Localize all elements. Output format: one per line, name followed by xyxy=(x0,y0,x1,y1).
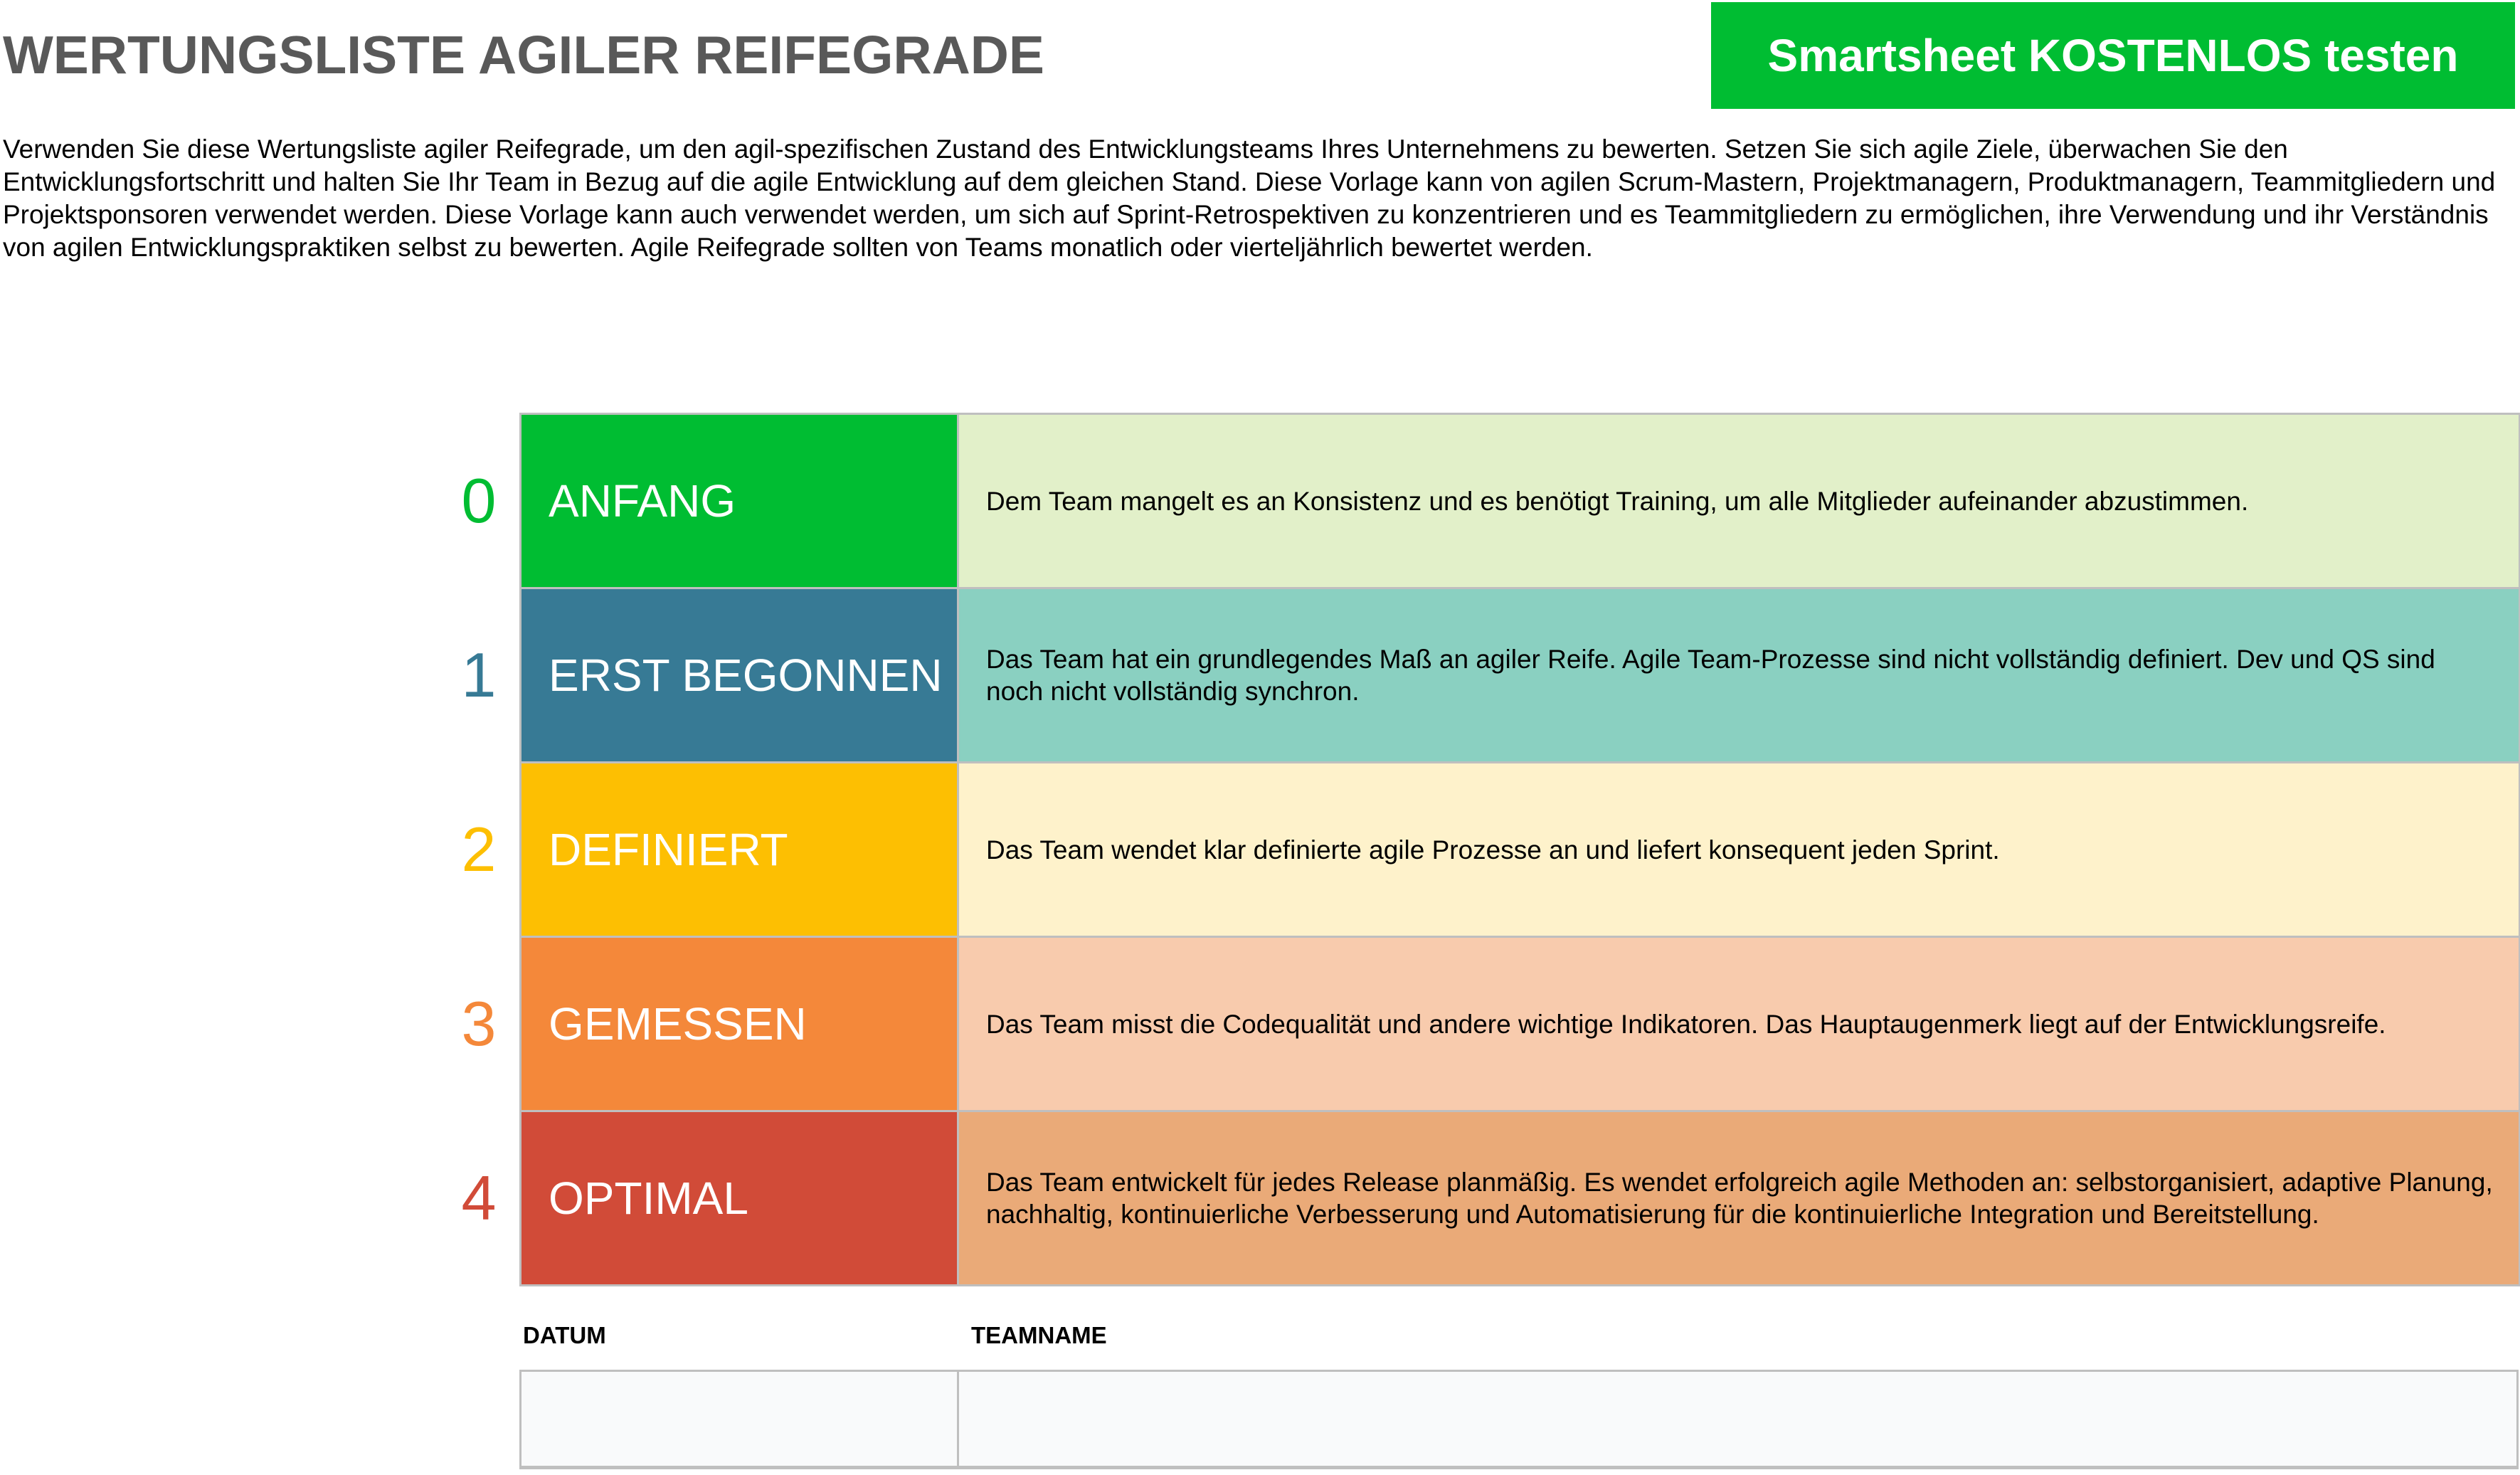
level-number: 3 xyxy=(461,988,497,1059)
level-number: 4 xyxy=(461,1163,497,1233)
date-label: DATUM xyxy=(523,1322,606,1348)
level-description: Das Team wendet klar definierte agile Prozesse an und liefert konsequent jeden Sprint. xyxy=(959,763,2520,936)
team-name-field[interactable] xyxy=(959,1372,2519,1466)
try-smartsheet-button[interactable]: Smartsheet KOSTENLOS testen xyxy=(1711,2,2515,109)
level-description: Das Team misst die Codequalität und andere wichtige Indikatoren. Das Hauptaugenmerk liegt auf der Entwicklungsreife. xyxy=(959,938,2520,1110)
maturity-level-2 xyxy=(461,763,2520,938)
maturity-level-0 xyxy=(461,415,2520,589)
maturity-scale xyxy=(461,413,2520,1286)
level-label: DEFINIERT xyxy=(522,763,959,936)
maturity-level-1 xyxy=(461,589,2520,763)
page-title: WERTUNGSLISTE AGILER REIFEGRADE xyxy=(3,25,1044,85)
level-label: ERST BEGONNEN xyxy=(522,589,959,761)
level-number: 1 xyxy=(461,640,497,710)
level-description: Das Team entwickelt für jedes Release planmäßig. Es wendet erfolgreich agile Methoden an: selbstorganisiert, adaptive Planung, nachhaltig, kontinuierliche Verbesserung und Automatisierung für die kontinuierliche Integration und Bereitstellung. xyxy=(959,1112,2520,1284)
level-label: GEMESSEN xyxy=(522,938,959,1110)
intro-text: Verwenden Sie diese Wertungsliste agiler Reifegrade, um den agil-spezifischen Zustand des Entwicklungsteams Ihres Unternehmens zu bewerten. Setzen Sie sich agile Ziele, überwachen Sie den Entwicklungsfortschritt und halten Sie Ihr Team in Bezug auf die agile Entwicklung auf dem gleichen Stand. Diese Vorlage kann von agilen Scrum-Mastern, Projektmanagern, Produktmanagern, Teammitgliedern und Projektsponsoren verwendet werden. Diese Vorlage kann auch verwendet werden, um sich auf Sprint-Retrospektiven zu konzentrieren und es Teammitgliedern zu ermöglichen, ihre Verwendung und ihr Verständnis von agilen Entwicklungspraktiken selbst zu bewerten. Agile Reifegrade sollten von Teams monatlich oder vierteljährlich bewertet werden. xyxy=(3,134,2496,262)
level-number: 2 xyxy=(461,814,497,884)
team-name-label: TEAMNAME xyxy=(971,1322,1107,1348)
level-label: OPTIMAL xyxy=(522,1112,959,1284)
level-description: Dem Team mangelt es an Konsistenz und es benötigt Training, um alle Mitglieder aufeinander abzustimmen. xyxy=(959,415,2520,587)
maturity-level-3 xyxy=(461,938,2520,1112)
level-number: 0 xyxy=(461,465,497,536)
maturity-level-4 xyxy=(461,1112,2520,1286)
entry-row xyxy=(519,1370,2519,1469)
date-field[interactable] xyxy=(522,1372,959,1466)
level-label: ANFANG xyxy=(522,415,959,587)
level-description: Das Team hat ein grundlegendes Maß an agiler Reife. Agile Team-Prozesse sind nicht vollständig definiert. Dev und QS sind noch nicht vollständig synchron. xyxy=(959,589,2520,761)
